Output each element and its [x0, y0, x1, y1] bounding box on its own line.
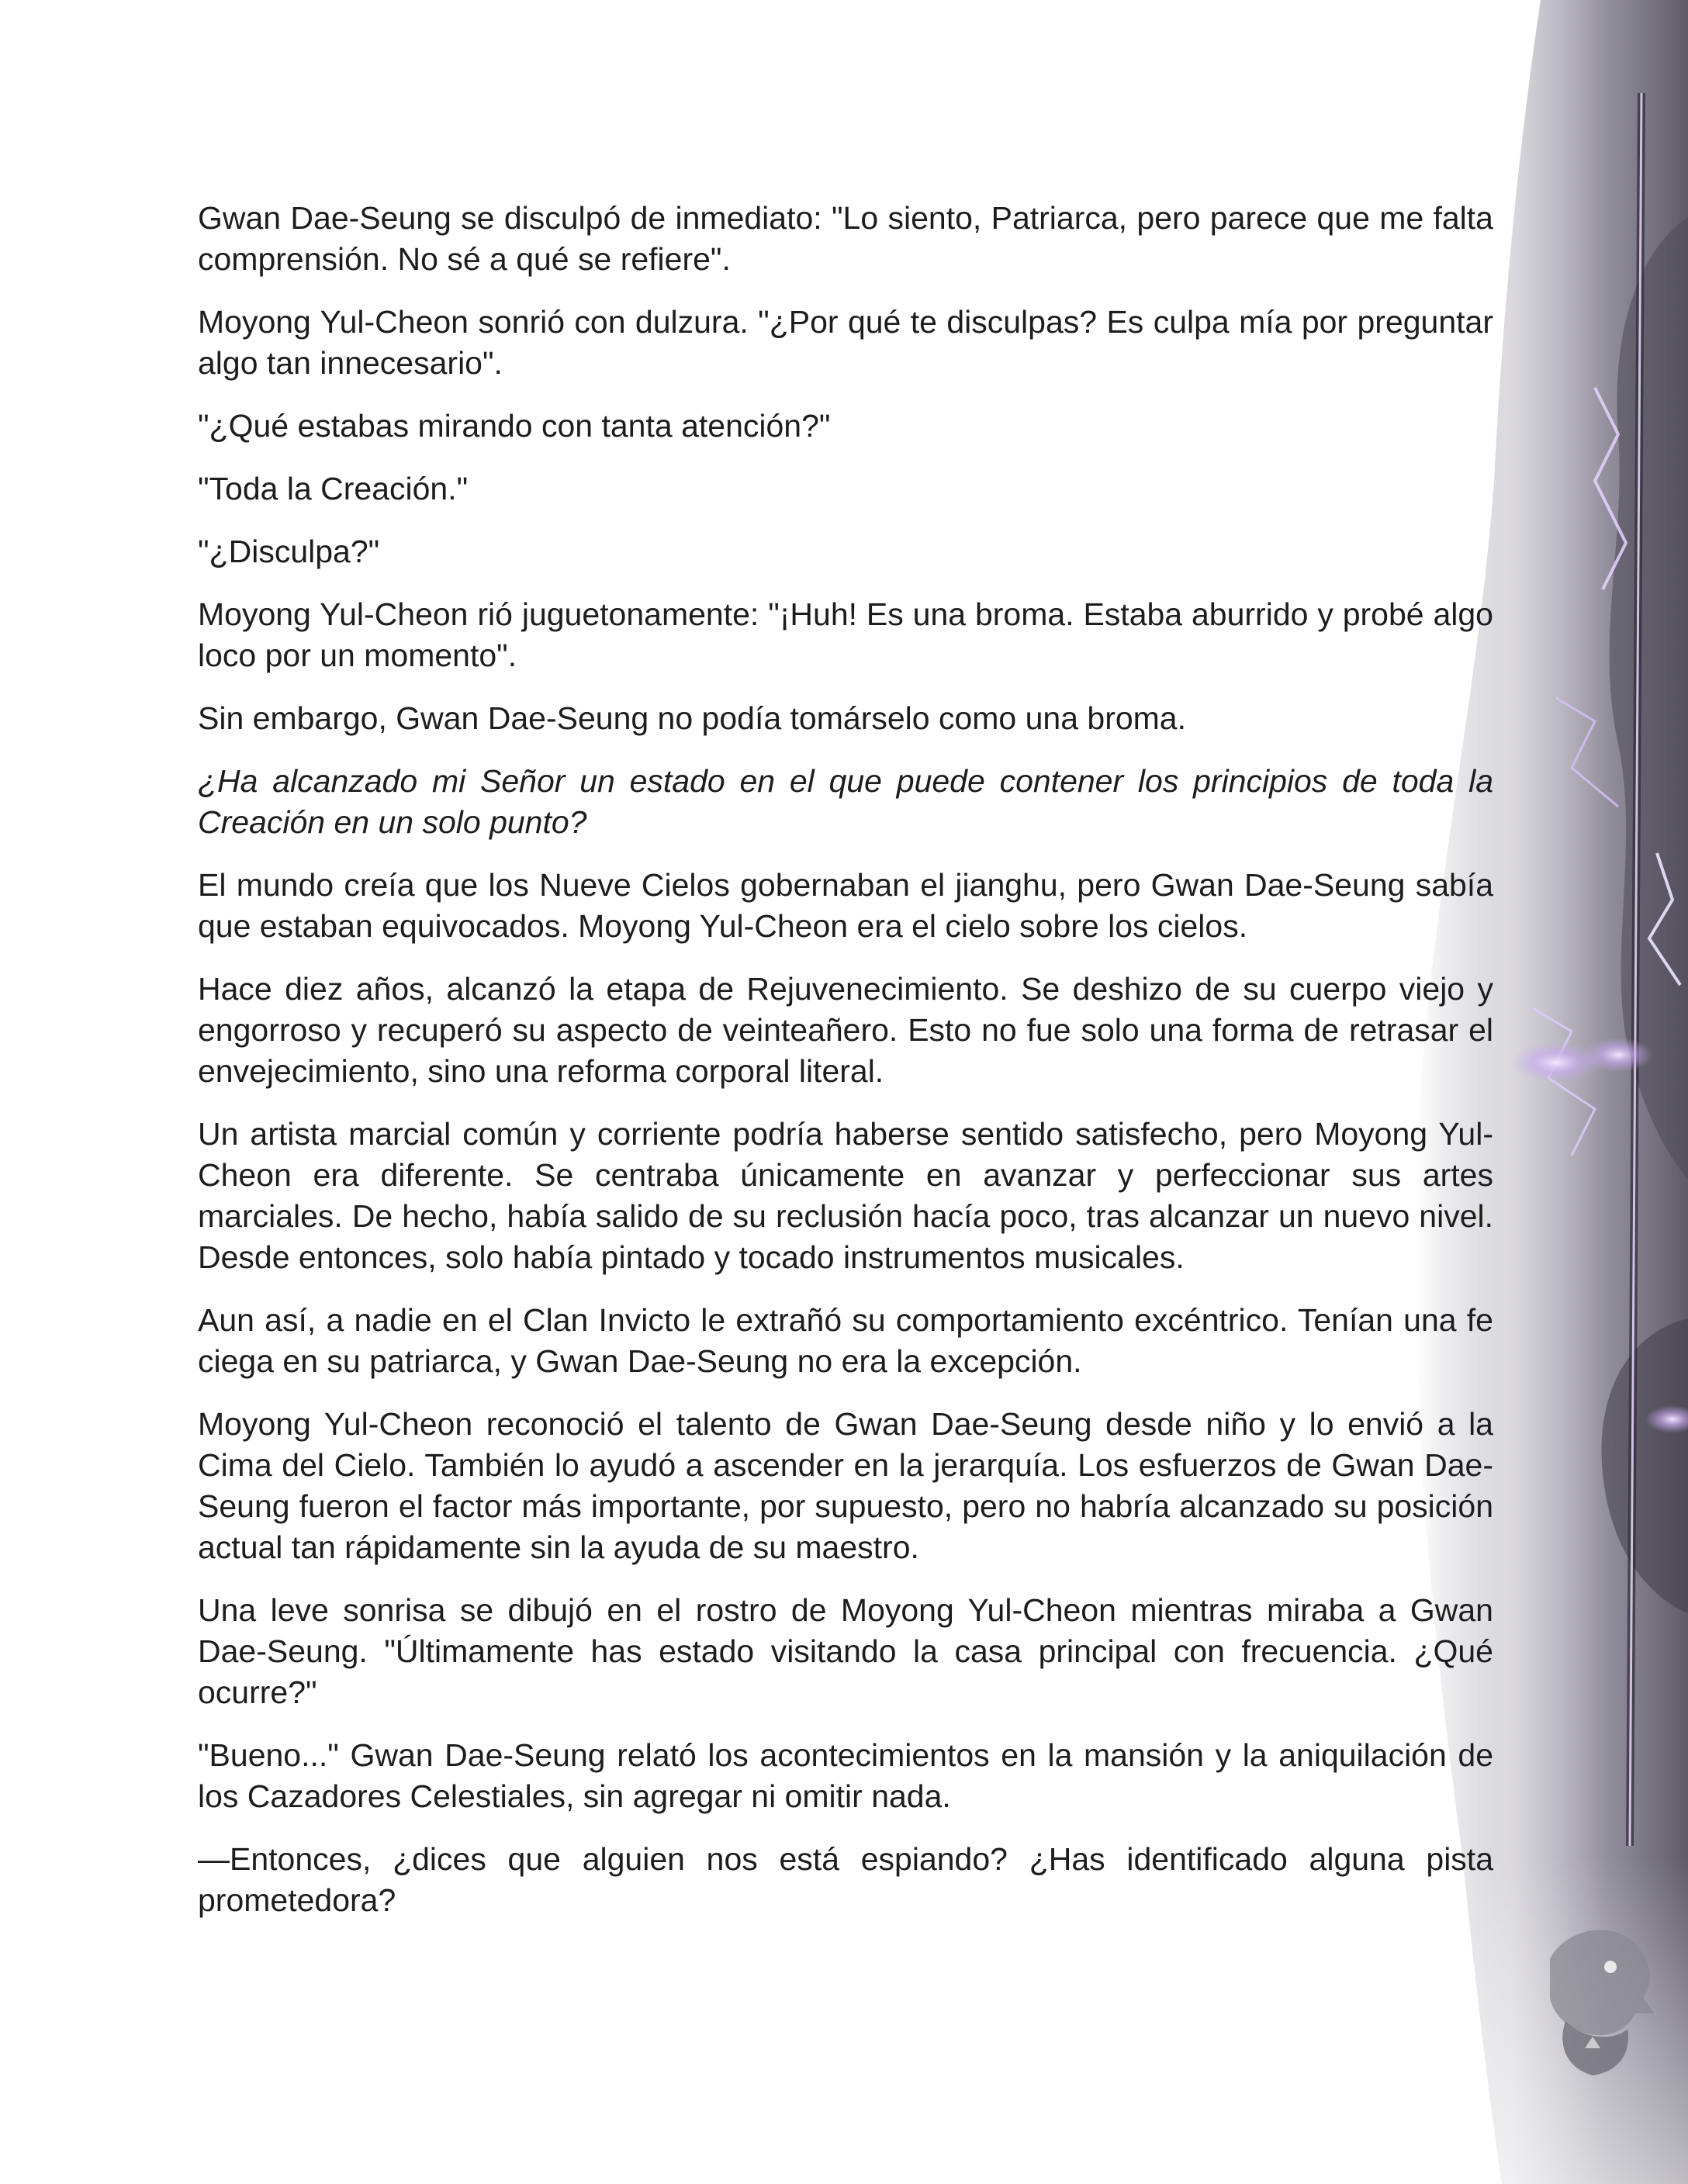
paragraph: Moyong Yul-Cheon sonrió con dulzura. "¿Por qué te disculpas? Es culpa mía por preguntar algo tan innecesario". — [198, 304, 1493, 381]
story-text — [198, 198, 1493, 1943]
paragraph: Un artista marcial común y corriente podría haberse sentido satisfecho, pero Moyong Yul-Cheon era diferente. Se centraba únicamente en avanzar y perfeccionar sus artes marciales. De hecho, había salido de su reclusión hacía poco, tras alcanzar un nuevo nivel. Desde entonces, solo había pintado y tocado instrumentos musicales. — [198, 1116, 1493, 1275]
paragraph: El mundo creía que los Nueve Cielos gobernaban el jianghu, pero Gwan Dae-Seung sabía que estaban equivocados. Moyong Yul-Cheon era el cielo sobre los cielos. — [198, 867, 1493, 944]
paragraph: Moyong Yul-Cheon rió juguetonamente: "¡Huh! Es una broma. Estaba aburrido y probé algo loco por un momento". — [198, 596, 1493, 673]
paragraph: Sin embargo, Gwan Dae-Seung no podía tomárselo como una broma. — [198, 700, 1187, 736]
paragraph: Hace diez años, alcanzó la etapa de Rejuvenecimiento. Se deshizo de su cuerpo viejo y engorroso y recuperó su aspecto de veinteañero. Esto no fue solo una forma de retrasar el envejecimiento, sino una reforma corporal literal. — [198, 971, 1493, 1089]
paragraph: "Toda la Creación." — [198, 471, 469, 506]
paragraph: —Entonces, ¿dices que alguien nos está espiando? ¿Has identificado alguna pista prometedora? — [198, 1841, 1493, 1918]
paragraph: Moyong Yul-Cheon reconoció el talento de Gwan Dae-Seung desde niño y lo envió a la Cima del Cielo. También lo ayudó a ascender en la jerarquía. Los esfuerzos de Gwan Dae-Seung fueron el factor más importante, por supuesto, pero no habría alcanzado su posición actual tan rápidamente sin la ayuda de su maestro. — [198, 1406, 1493, 1565]
dragon-head-logo-icon — [1519, 1913, 1666, 2083]
paragraph: Gwan Dae-Seung se disculpó de inmediato: "Lo siento, Patriarca, pero parece que me falta comprensión. No sé a qué se refiere". — [198, 200, 1493, 277]
italic-thought-paragraph: ¿Ha alcanzado mi Señor un estado en el que puede contener los principios de toda la Creación en un solo punto? — [198, 763, 1493, 840]
paragraph: Aun así, a nadie en el Clan Invicto le extrañó su comportamiento excéntrico. Tenían una fe ciega en su patriarca, y Gwan Dae-Seung no era la excepción. — [198, 1302, 1493, 1379]
paragraph: Una leve sonrisa se dibujó en el rostro de Moyong Yul-Cheon mientras miraba a Gwan Dae-Seung. "Últimamente has estado visitando la casa principal con frecuencia. ¿Qué ocurre?" — [198, 1592, 1493, 1710]
paragraph: "Bueno..." Gwan Dae-Seung relató los acontecimientos en la mansión y la aniquilación de los Cazadores Celestiales, sin agregar ni omitir nada. — [198, 1737, 1493, 1814]
paragraph: "¿Qué estabas mirando con tanta atención?" — [198, 408, 831, 444]
paragraph: "¿Disculpa?" — [198, 534, 380, 569]
